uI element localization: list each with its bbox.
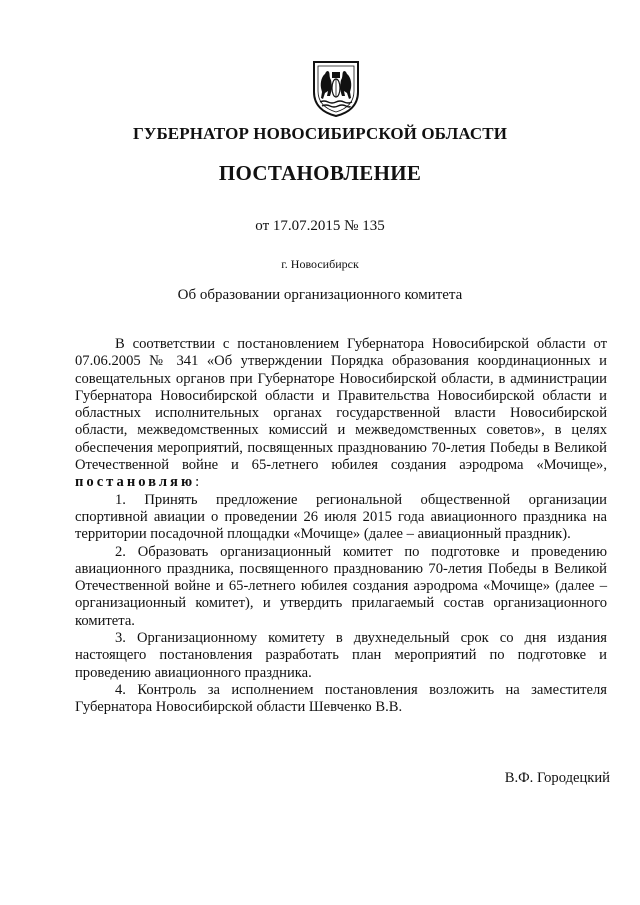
clause-paragraph: 4. Контроль за исполнением постановления возложить на заместителя Губернатора Новосибирской области Шевченко В.В. (75, 681, 607, 716)
coat-of-arms-icon (310, 58, 362, 118)
intro-paragraph (75, 336, 607, 492)
clause-paragraph: 2. Образовать организационный комитет по подготовке и проведению авиационного праздника, посвященного празднованию 70-летия Победы в Великой Отечественной войне и 65-летнего юбилея создания аэродрома «Мочище» (далее – организационный комитет), и утвердить прилагаемый состав организационного комитета. (75, 543, 607, 629)
issuing-authority: ГУБЕРНАТОР НОВОСИБИРСКОЙ ОБЛАСТИ (132, 124, 508, 143)
signatory-name: В.Ф. Городецкий (504, 770, 610, 786)
clause-paragraph: 3. Организационному комитету в двухнедельный срок со дня издания настоящего постановления разработать план мероприятий по подготовке и проведению авиационного праздника. (75, 630, 607, 681)
clause-paragraph: 1. Принять предложение региональной общественной организации спортивной авиации о проведении 26 июля 2015 года авиационного праздника на территории посадочной площадки «Мочище» (далее – авиационный праздник). (75, 491, 607, 543)
decree-colon: : (195, 474, 200, 491)
document-body (75, 336, 607, 717)
decree-word: постановляю (75, 474, 196, 491)
document-subject: Об образовании организационного комитета (177, 287, 463, 303)
intro-text: В соответствии с постановлением Губернатора Новосибирской области от 07.06.2005 № 341 «Об утверждении Порядка образования координационных и совещательных органов при Губернаторе Новосибирской области, в администрации Губернатора Новосибирской области и Правительства Новосибирской области и областных исполнительных органах государственной власти Новосибирской области, межведомственных комиссий и межведомственных советов», в целях обеспечения мероприятий, посвященных празднованию 70-летия Победы в Великой Отечественной войне и 65-летнего юбилея создания аэродрома «Мочище», (75, 336, 607, 474)
document-date-number: от 17.07.2015 № 135 (255, 218, 385, 234)
document-type-title: ПОСТАНОВЛЕНИЕ (218, 161, 422, 185)
document-city: г. Новосибирск (281, 257, 359, 271)
